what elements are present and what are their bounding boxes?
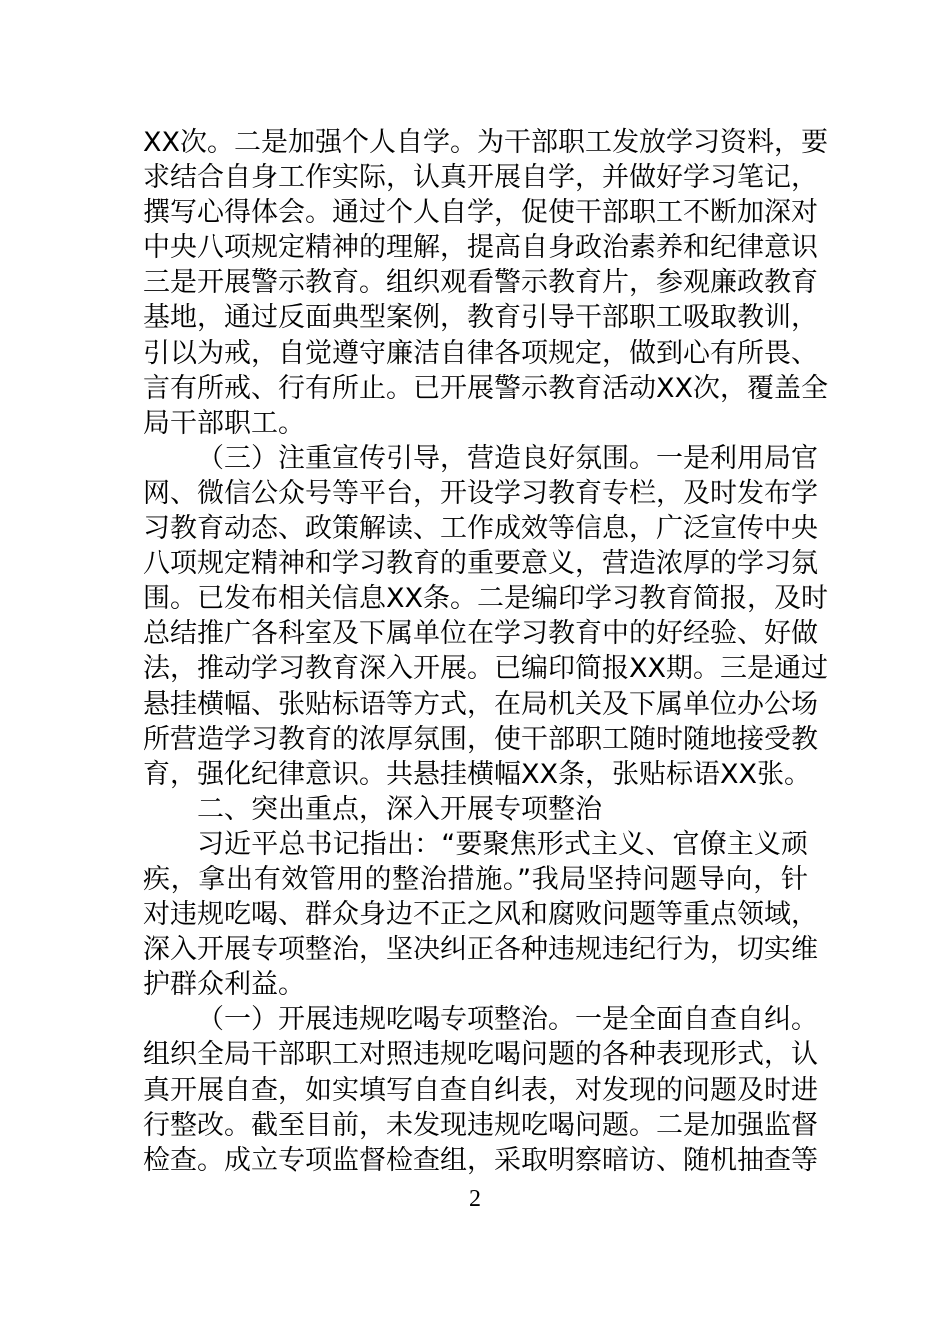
text-line: XX次。二是加强个人自学。为干部职工发放学习资料，要 bbox=[143, 127, 828, 158]
paragraph-start-line: （三）注重宣传引导，营造良好氛围。一是利用局官 bbox=[197, 442, 818, 474]
text-line: 深入开展专项整治，坚决纠正各种违规违纪行为，切实维 bbox=[143, 934, 818, 966]
text-line: 检查。成立专项监督检查组，采取明察暗访、随机抽查等 bbox=[143, 1144, 818, 1176]
body-text bbox=[143, 125, 828, 1178]
text-line: 育，强化纪律意识。共悬挂横幅XX条，张贴标语XX张。 bbox=[143, 758, 811, 790]
text-line: 引以为戒，自觉遵守廉洁自律各项规定，做到心有所畏、 bbox=[143, 337, 818, 369]
text-line: 基地，通过反面典型案例，教育引导干部职工吸取教训， bbox=[143, 302, 818, 334]
text-line: 悬挂横幅、张贴标语等方式，在局机关及下属单位办公场 bbox=[143, 688, 818, 720]
text-line: 习教育动态、政策解读、工作成效等信息，广泛宣传中央 bbox=[143, 513, 818, 545]
text-line: 总结推广各科室及下属单位在学习教育中的好经验、好做 bbox=[143, 618, 818, 650]
text-line: 网、微信公众号等平台，开设学习教育专栏，及时发布学 bbox=[143, 477, 818, 509]
text-line: 撰写心得体会。通过个人自学，促使干部职工不断加深对 bbox=[143, 197, 818, 229]
text-line: 围。已发布相关信息XX条。二是编印学习教育简报，及时 bbox=[143, 583, 828, 615]
text-line: 组织全局干部职工对照违规吃喝问题的各种表现形式，认 bbox=[143, 1039, 818, 1071]
text-line: 护群众利益。 bbox=[143, 969, 305, 1001]
text-line: 言有所戒、行有所止。已开展警示教育活动XX次，覆盖全 bbox=[143, 372, 828, 404]
text-line: 中央八项规定精神的理解，提高自身政治素养和纪律意识 bbox=[143, 232, 818, 264]
paragraph-start-line: （一）开展违规吃喝专项整治。一是全面自查自纠。 bbox=[197, 1004, 818, 1036]
text-line: 疾，拿出有效管用的整治措施。”我局坚持问题导向，针 bbox=[143, 863, 808, 895]
text-line: 真开展自查，如实填写自查自纠表，对发现的问题及时进 bbox=[143, 1074, 818, 1106]
text-line: 所营造学习教育的浓厚氛围，使干部职工随时随地接受教 bbox=[143, 723, 818, 755]
text-line: 对违规吃喝、群众身边不正之风和腐败问题等重点领域， bbox=[143, 899, 818, 931]
paragraph-start-line: 习近平总书记指出：“要聚焦形式主义、官僚主义顽 bbox=[197, 828, 808, 860]
text-line: 求结合自身工作实际，认真开展自学，并做好学习笔记， bbox=[143, 162, 818, 194]
text-line: 八项规定精神和学习教育的重要意义，营造浓厚的学习氛 bbox=[143, 548, 818, 580]
text-line: 行整改。截至目前，未发现违规吃喝问题。二是加强监督 bbox=[143, 1109, 818, 1141]
text-line: 法，推动学习教育深入开展。已编印简报XX期。三是通过 bbox=[143, 653, 828, 685]
page-number: 2 bbox=[469, 1186, 481, 1212]
text-line: 局干部职工。 bbox=[143, 407, 305, 439]
section-heading: 二、突出重点，深入开展专项整治 bbox=[197, 793, 602, 825]
text-line: 三是开展警示教育。组织观看警示教育片，参观廉政教育 bbox=[143, 267, 818, 299]
